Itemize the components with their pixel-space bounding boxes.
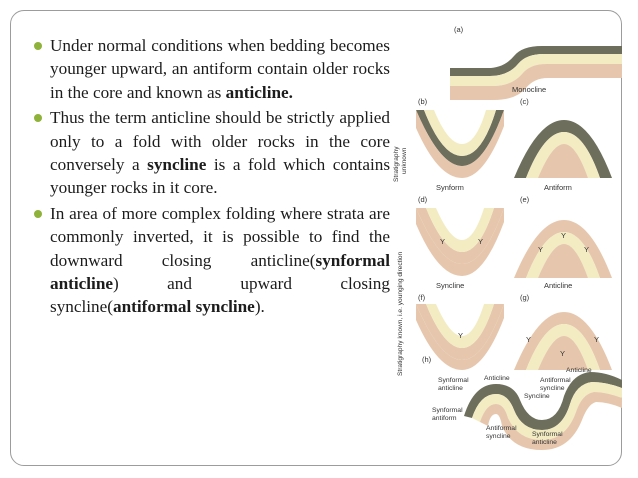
younging-mark-3: Y — [538, 245, 544, 254]
side-label-known: Stratigraphy known, i.e. younging direction — [397, 251, 404, 376]
bullet-text: Under normal conditions when bedding becomes younger upward, an antiform contain older rocks in the core and known as — [50, 36, 390, 102]
label-h-synformal-antiform-2: antiform — [432, 415, 457, 422]
label-antiformal-syncline-2: syncline — [540, 385, 565, 392]
panel-letter-c: (c) — [520, 97, 529, 106]
label-anticline: Anticline — [544, 281, 573, 290]
younging-mark-6: Y — [458, 331, 464, 340]
label-antiformal-syncline-1: Antiformal — [540, 377, 571, 384]
label-synform: Synform — [436, 183, 464, 192]
label-antiform: Antiform — [544, 183, 572, 192]
side-label-unknown-1: Stratigraphy — [393, 146, 400, 182]
label-h-syncline: Syncline — [524, 393, 550, 400]
younging-mark-5: Y — [584, 245, 590, 254]
younging-mark-8: Y — [560, 349, 566, 358]
label-synformal-anticline-2: anticline — [438, 385, 463, 392]
panel-letter-g: (g) — [520, 293, 530, 302]
panel-letter-e: (e) — [520, 195, 530, 204]
term-synformal-anticline: synformal anticline — [50, 250, 390, 294]
term-anticline: anticline. — [225, 82, 293, 102]
younging-mark-1: Y — [440, 237, 446, 246]
panel-letter-d: (d) — [418, 195, 428, 204]
younging-mark-2: Y — [478, 237, 484, 246]
panel-letter-h: (h) — [422, 355, 432, 364]
label-h-antiformal-syncline-1: Antiformal — [486, 425, 517, 432]
younging-mark-4: Y — [561, 231, 567, 240]
term-syncline: syncline — [147, 155, 207, 175]
side-label-unknown-2: unknown — [401, 147, 408, 174]
label-syncline: Syncline — [436, 281, 465, 290]
younging-mark-7: Y — [526, 335, 532, 344]
label-h-anticline-left: Anticline — [484, 375, 510, 382]
bullet-text: is a fold which contains younger rocks in it core. — [50, 155, 391, 198]
panel-letter-f: (f) — [418, 293, 426, 302]
label-h-antiformal-syncline-2: syncline — [486, 433, 511, 440]
fold-types-figure — [392, 16, 624, 456]
younging-mark-9: Y — [594, 335, 600, 344]
bullet-complex-folding — [34, 202, 390, 319]
bullet-text: Thus the term anticline should be strictly applied only to a fold with older rocks in the core conversely a — [50, 108, 390, 175]
label-monocline: Monocline — [512, 85, 547, 94]
label-synformal-anticline-1: Synformal — [438, 377, 469, 384]
label-h-anticline-right: Anticline — [566, 367, 592, 374]
bullet-dot-icon — [34, 114, 42, 122]
label-h-synformal-anticline-2: anticline — [532, 439, 557, 446]
panel-letter-b: (b) — [418, 97, 428, 106]
bullet-text: ) and upward closing syncline( — [50, 274, 390, 317]
bullet-anticline — [34, 34, 390, 104]
bullet-dot-icon — [34, 42, 42, 50]
panel-letter-a: (a) — [454, 25, 464, 34]
term-antiformal-syncline: antiformal syncline — [113, 297, 255, 317]
bullet-syncline — [34, 106, 390, 200]
bullet-list — [34, 34, 390, 321]
bullet-text: In area of more complex folding where strata are commonly inverted, it is possible to find the downward closing anticline( — [50, 203, 390, 270]
fold-diagram-svg — [392, 16, 624, 456]
bullet-text: ). — [254, 297, 265, 317]
label-h-synformal-anticline-1: Synformal — [532, 431, 563, 438]
label-h-synformal-antiform-1: Synformal — [432, 407, 463, 414]
bullet-dot-icon — [34, 210, 42, 218]
